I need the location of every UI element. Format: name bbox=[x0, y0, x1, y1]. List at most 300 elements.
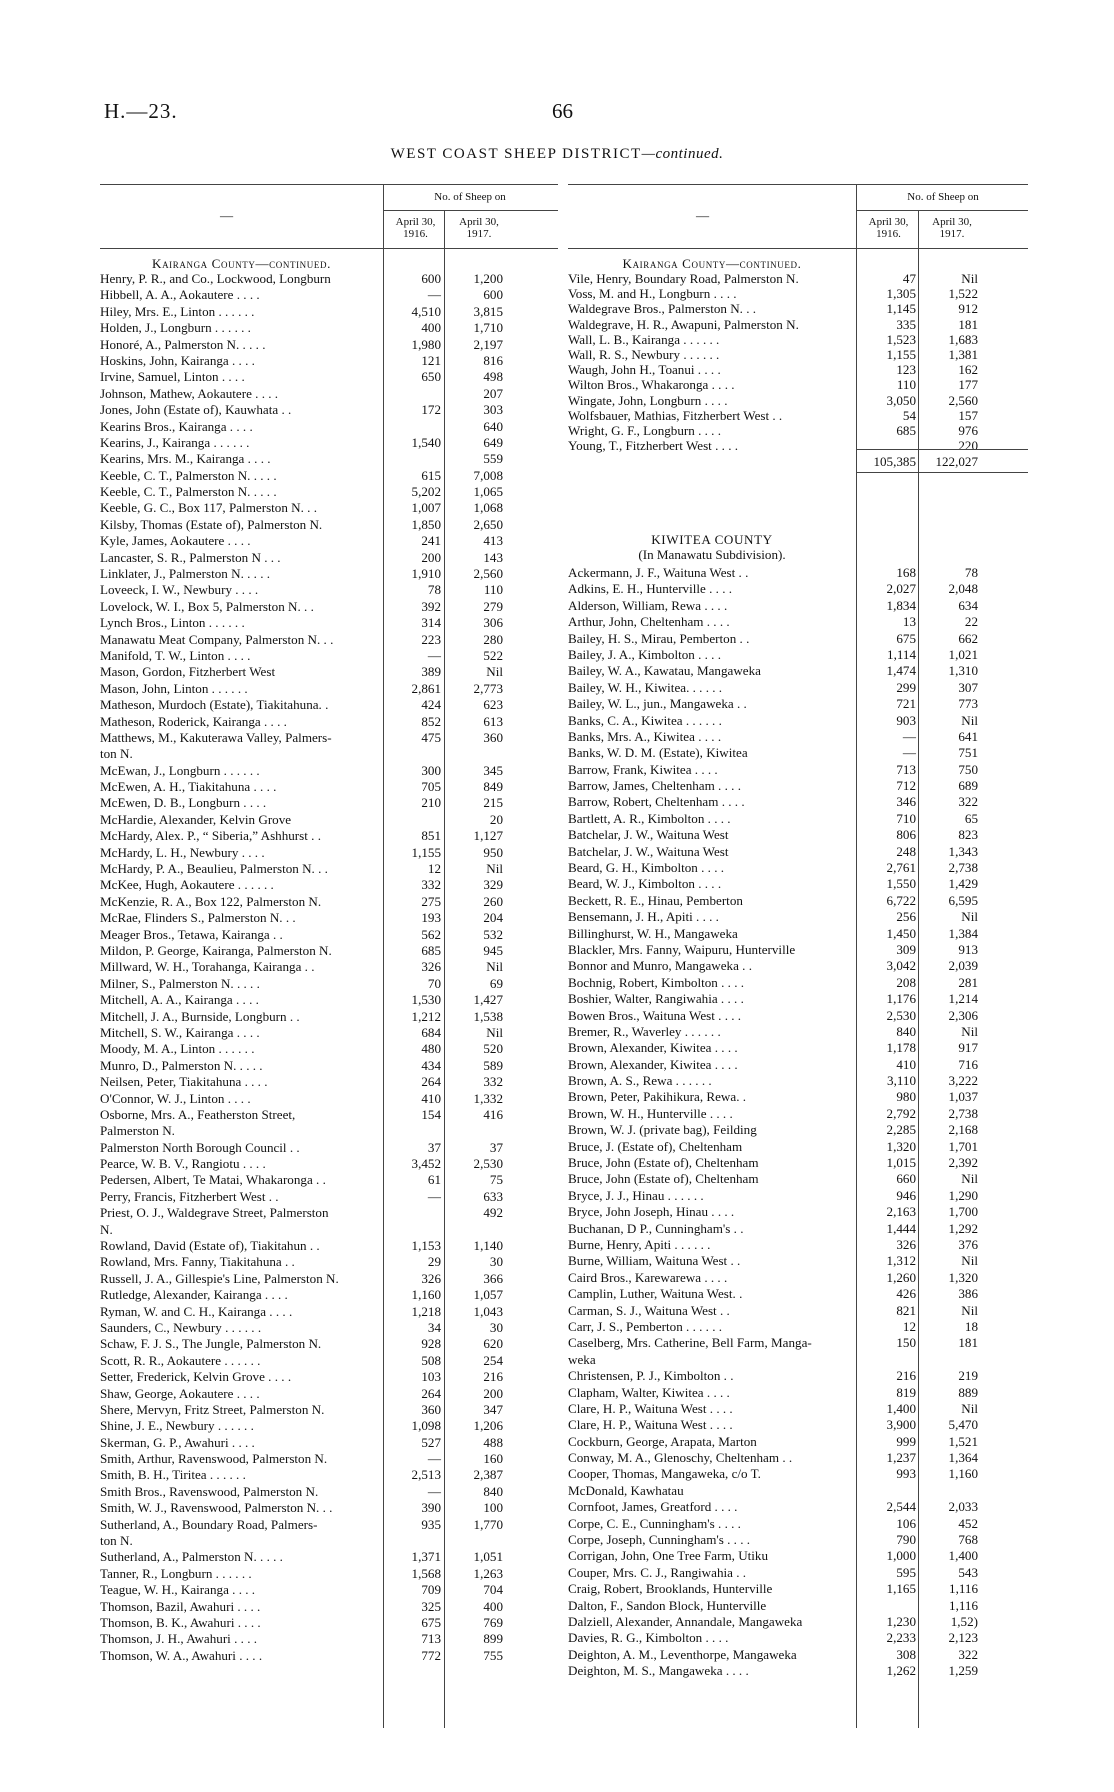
sheep-1916: 106 bbox=[896, 1515, 916, 1531]
header-rule-top bbox=[568, 184, 1028, 185]
sheep-1916: 2,544 bbox=[886, 1499, 916, 1515]
table-row bbox=[568, 271, 1028, 286]
owner-name: Matheson, Roderick, Kairanga . . . . bbox=[100, 713, 287, 729]
table-row bbox=[568, 438, 1028, 453]
sheep-1917: 2,530 bbox=[473, 1156, 503, 1172]
owner-name: Rutledge, Alexander, Kairanga . . . . bbox=[100, 1287, 288, 1303]
sheep-1916: 12 bbox=[902, 1318, 916, 1334]
table-row bbox=[100, 1484, 560, 1499]
sheep-1917: 769 bbox=[483, 1614, 503, 1630]
table-row bbox=[568, 794, 1028, 809]
table-row bbox=[100, 419, 560, 434]
sheep-1916: 390 bbox=[421, 1500, 441, 1516]
table-row bbox=[568, 1614, 1028, 1629]
sheep-1916: 821 bbox=[896, 1302, 916, 1318]
sheep-1916: 1,474 bbox=[886, 663, 916, 679]
owner-name: weka bbox=[568, 1351, 596, 1367]
owner-name: Bailey, W. A., Kawatau, Mangaweka bbox=[568, 663, 761, 679]
owner-name: Cornfoot, James, Greatford . . . . bbox=[568, 1499, 738, 1515]
owner-name: McHardy, L. H., Newbury . . . . bbox=[100, 844, 265, 860]
sheep-1916: 562 bbox=[421, 926, 441, 942]
owner-name: Skerman, G. P., Awahuri . . . . bbox=[100, 1434, 255, 1450]
owner-name: Mason, Gordon, Fitzherbert West bbox=[100, 664, 276, 680]
table-row bbox=[568, 1466, 1028, 1481]
table-row bbox=[568, 1548, 1028, 1563]
sheep-1916: 210 bbox=[421, 795, 441, 811]
sheep-1917: 640 bbox=[483, 418, 503, 434]
table-row bbox=[100, 1107, 560, 1122]
table-row bbox=[568, 1073, 1028, 1088]
sheep-1916: 1,400 bbox=[886, 1400, 916, 1416]
sheep-1917: 633 bbox=[483, 1188, 503, 1204]
sheep-1917: 1,521 bbox=[948, 1433, 978, 1449]
sheep-1916: 2,027 bbox=[886, 581, 916, 597]
sheep-1916: 600 bbox=[421, 271, 441, 286]
sheep-1916: 480 bbox=[421, 1041, 441, 1057]
sheep-1916: 326 bbox=[421, 959, 441, 975]
owner-name: Banks, C. A., Kiwitea . . . . . . bbox=[568, 712, 722, 728]
sheep-1916: 713 bbox=[896, 761, 916, 777]
table-row bbox=[568, 1630, 1028, 1645]
owner-name: Davies, R. G., Kimbolton . . . . bbox=[568, 1630, 729, 1646]
sheep-1917: 1,427 bbox=[473, 992, 503, 1008]
sheep-1917: 219 bbox=[958, 1368, 978, 1384]
table-row bbox=[568, 696, 1028, 711]
owner-name: Deighton, M. S., Mangaweka . . . . bbox=[568, 1663, 749, 1679]
sheep-1916: 903 bbox=[896, 712, 916, 728]
sheep-1916: 790 bbox=[896, 1532, 916, 1547]
sheep-1916: 4,510 bbox=[411, 303, 441, 319]
sheep-1916: 1,444 bbox=[886, 1220, 916, 1236]
table-row bbox=[568, 729, 1028, 744]
owner-name: Bowen Bros., Waituna West . . . . bbox=[568, 1007, 742, 1023]
sheep-1917: 30 bbox=[489, 1319, 503, 1335]
sheep-1917: 532 bbox=[483, 926, 503, 942]
sheep-1916: 275 bbox=[421, 893, 441, 909]
table-row bbox=[100, 1009, 560, 1024]
sheep-1917: 600 bbox=[483, 287, 503, 303]
table-row bbox=[100, 1467, 560, 1482]
sheep-1917: 303 bbox=[483, 402, 503, 418]
table-row bbox=[568, 647, 1028, 662]
table-row bbox=[100, 304, 560, 319]
sheep-1917: 840 bbox=[483, 1483, 503, 1499]
sheep-1916: 300 bbox=[421, 762, 441, 778]
owner-name: Pedersen, Albert, Te Matai, Whakaronga . . bbox=[100, 1172, 326, 1188]
table-row bbox=[100, 369, 560, 384]
table-row bbox=[100, 337, 560, 352]
table-row bbox=[568, 827, 1028, 842]
owner-name: Dalton, F., Sandon Block, Hunterville bbox=[568, 1597, 767, 1613]
owner-name: Voss, M. and H., Longburn . . . . bbox=[568, 286, 737, 302]
sheep-1917: 1,116 bbox=[949, 1581, 978, 1597]
owner-name: Saunders, C., Newbury . . . . . . bbox=[100, 1319, 262, 1335]
owner-name: Brown, Alexander, Kiwitea . . . . bbox=[568, 1040, 738, 1056]
sheep-1916: 1,312 bbox=[886, 1253, 916, 1269]
owner-name: Bailey, W. H., Kiwitea. . . . . . bbox=[568, 679, 723, 695]
table-row bbox=[568, 1335, 1028, 1350]
total-1916: 105,385 bbox=[873, 454, 916, 469]
owner-name: Vile, Henry, Boundary Road, Palmerston N. bbox=[568, 271, 799, 286]
table-row bbox=[568, 762, 1028, 777]
owner-name: Clapham, Walter, Kiwitea . . . . bbox=[568, 1384, 730, 1400]
sheep-1916: 5,202 bbox=[411, 484, 441, 500]
sheep-1917: 976 bbox=[958, 423, 978, 438]
owner-name: Setter, Frederick, Kelvin Grove . . . . bbox=[100, 1369, 292, 1385]
sheep-1916: 264 bbox=[421, 1074, 441, 1090]
sheep-1917: 366 bbox=[483, 1270, 503, 1286]
owner-name: Shine, J. E., Newbury . . . . . . bbox=[100, 1418, 254, 1434]
table-row bbox=[100, 353, 560, 368]
sheep-1916: 1,178 bbox=[886, 1040, 916, 1056]
owner-name: Billinghurst, W. H., Mangaweka bbox=[568, 925, 738, 941]
table-row bbox=[100, 697, 560, 712]
table-row bbox=[100, 1402, 560, 1417]
group-rule bbox=[383, 210, 558, 211]
sheep-1917: 492 bbox=[483, 1205, 503, 1221]
sheep-1917: 1,140 bbox=[473, 1238, 503, 1253]
sheep-1916: 34 bbox=[427, 1319, 441, 1335]
table-row bbox=[568, 1008, 1028, 1023]
sheep-1917: 912 bbox=[958, 301, 978, 317]
sheep-1916: 1,098 bbox=[411, 1418, 441, 1434]
table-row bbox=[100, 1222, 560, 1237]
table-row bbox=[568, 1040, 1028, 1055]
sheep-1916: 424 bbox=[421, 697, 441, 713]
table-row bbox=[100, 435, 560, 450]
title-continued: —continued. bbox=[641, 146, 724, 162]
table-row bbox=[568, 860, 1028, 875]
owner-name: Bochnig, Robert, Kimbolton . . . . bbox=[568, 974, 745, 990]
owner-name: Beard, G. H., Kimbolton . . . . bbox=[568, 860, 725, 876]
owner-name: Batchelar, J. W., Waituna West bbox=[568, 843, 729, 859]
sheep-1917: 2,560 bbox=[473, 566, 503, 582]
table-row bbox=[568, 975, 1028, 990]
owner-name: Burne, Henry, Apiti . . . . . . bbox=[568, 1236, 711, 1252]
sheep-1917: 1,429 bbox=[948, 876, 978, 892]
sheep-1917: Nil bbox=[961, 1171, 978, 1187]
owner-name: Milner, S., Palmerston N. . . . . bbox=[100, 975, 260, 991]
table-row bbox=[568, 1024, 1028, 1039]
table-row bbox=[100, 1304, 560, 1319]
table-row bbox=[568, 1368, 1028, 1383]
owner-name: Cockburn, George, Arapata, Marton bbox=[568, 1433, 757, 1449]
owner-name: Bensemann, J. H., Apiti . . . . bbox=[568, 909, 719, 925]
sheep-1917: 751 bbox=[958, 745, 978, 761]
sheep-1917: 899 bbox=[483, 1631, 503, 1647]
sheep-1916: — bbox=[427, 647, 441, 663]
owner-name: Christensen, P. J., Kimbolton . . bbox=[568, 1368, 734, 1384]
sheep-1917: 773 bbox=[958, 696, 978, 712]
header-rule-bottom bbox=[568, 248, 1028, 249]
table-row bbox=[568, 301, 1028, 316]
sheep-1916: 223 bbox=[421, 631, 441, 647]
table-row bbox=[100, 1074, 560, 1089]
sheep-1916: 2,761 bbox=[886, 860, 916, 876]
sheep-1917: 2,306 bbox=[948, 1007, 978, 1023]
sheep-1916: 47 bbox=[902, 271, 916, 286]
table-row bbox=[100, 1599, 560, 1614]
table-row bbox=[568, 1352, 1028, 1367]
sheep-1916: 1,212 bbox=[411, 1008, 441, 1024]
sheep-1916: 650 bbox=[421, 369, 441, 385]
sheep-1917: 849 bbox=[483, 779, 503, 795]
table-row bbox=[100, 927, 560, 942]
total-1917: 122,027 bbox=[935, 454, 978, 469]
owner-name: Osborne, Mrs. A., Featherston Street, bbox=[100, 1106, 296, 1122]
sheep-1916: — bbox=[427, 287, 441, 303]
sheep-1916: 216 bbox=[896, 1368, 916, 1384]
table-row bbox=[100, 1336, 560, 1351]
sheep-1917: Nil bbox=[961, 1400, 978, 1416]
owner-name: Rowland, Mrs. Fanny, Tiakitahuna . . bbox=[100, 1254, 295, 1270]
sheep-1917: 78 bbox=[964, 565, 978, 580]
table-row bbox=[100, 287, 560, 302]
table-row bbox=[100, 1189, 560, 1204]
owner-name: Bruce, J. (Estate of), Cheltenham bbox=[568, 1138, 743, 1154]
table-row bbox=[568, 1499, 1028, 1514]
table-row bbox=[568, 581, 1028, 596]
sheep-1917: Nil bbox=[961, 1302, 978, 1318]
owner-name: Banks, Mrs. A., Kiwitea . . . . bbox=[568, 728, 722, 744]
table-row bbox=[100, 1238, 560, 1253]
table-row bbox=[100, 763, 560, 778]
owner-name: Mitchell, S. W., Kairanga . . . . bbox=[100, 1024, 260, 1040]
owner-name: Beard, W. J., Kimbolton . . . . bbox=[568, 876, 722, 892]
owner-name: Palmerston North Borough Council . . bbox=[100, 1139, 300, 1155]
sheep-1916: 193 bbox=[421, 910, 441, 926]
sheep-1917: 2,738 bbox=[948, 1105, 978, 1121]
sheep-1916: 1,523 bbox=[886, 331, 916, 347]
sheep-1917: 345 bbox=[483, 762, 503, 778]
sheep-1916: 935 bbox=[421, 1516, 441, 1532]
sheep-1916: 3,900 bbox=[886, 1417, 916, 1433]
table-row bbox=[100, 582, 560, 597]
owner-name: Teague, W. H., Kairanga . . . . bbox=[100, 1582, 256, 1598]
sheep-1916: 61 bbox=[427, 1172, 441, 1188]
table-row bbox=[100, 1582, 560, 1597]
owner-name: Arthur, John, Cheltenham . . . . bbox=[568, 614, 730, 630]
column-group-label: No. of Sheep on bbox=[907, 191, 979, 203]
owner-name: Matheson, Murdoch (Estate), Tiakitahuna. . bbox=[100, 697, 329, 713]
sheep-1916: 434 bbox=[421, 1057, 441, 1073]
table-row bbox=[568, 991, 1028, 1006]
sheep-1916: 1,568 bbox=[411, 1565, 441, 1581]
table-row bbox=[100, 845, 560, 860]
sheep-1917: 1,700 bbox=[948, 1204, 978, 1220]
sheep-1917: 1,206 bbox=[473, 1418, 503, 1434]
sheep-1917: 6,595 bbox=[948, 892, 978, 908]
owner-name: Meager Bros., Tetawa, Kairanga . . bbox=[100, 926, 283, 942]
table-row bbox=[100, 484, 560, 499]
owner-name: Mitchell, A. A., Kairanga . . . . bbox=[100, 992, 259, 1008]
sheep-1916: 264 bbox=[421, 1385, 441, 1401]
table-row bbox=[100, 402, 560, 417]
sheep-1917: 1,364 bbox=[948, 1450, 978, 1466]
sheep-1917: 386 bbox=[958, 1286, 978, 1302]
sheep-1917: 69 bbox=[489, 975, 503, 991]
owner-name: Wingate, John, Longburn . . . . bbox=[568, 392, 728, 408]
sheep-1916: 527 bbox=[421, 1434, 441, 1450]
sheep-1917: 1,037 bbox=[948, 1089, 978, 1105]
section-subheading-kiwitea: (In Manawatu Subdivision). bbox=[638, 547, 786, 562]
sheep-1917: 1,522 bbox=[948, 286, 978, 302]
sheep-1917: 416 bbox=[483, 1106, 503, 1122]
sheep-1916: — bbox=[902, 728, 916, 744]
owner-name: McRae, Flinders S., Palmerston N. . . bbox=[100, 910, 296, 926]
owner-name: McDonald, Kawhatau bbox=[568, 1482, 684, 1498]
owner-name: Bryce, John Joseph, Hinau . . . . bbox=[568, 1204, 735, 1220]
table-row bbox=[100, 1631, 560, 1646]
owner-name: Loveeck, I. W., Newbury . . . . bbox=[100, 582, 259, 598]
sheep-1917: 2,168 bbox=[948, 1122, 978, 1138]
sheep-1916: 6,722 bbox=[886, 892, 916, 908]
sheep-1917: Nil bbox=[486, 861, 503, 877]
owner-name: Bailey, W. L., jun., Mangaweka . . bbox=[568, 696, 747, 712]
owner-name: Sutherland, A., Boundary Road, Palmers- bbox=[100, 1516, 318, 1532]
sheep-1917: 520 bbox=[483, 1041, 503, 1057]
owner-name: Manawatu Meat Company, Palmerston N. . . bbox=[100, 631, 334, 647]
sheep-1916: 426 bbox=[896, 1286, 916, 1302]
sheep-1917: 2,650 bbox=[473, 516, 503, 532]
sheep-1916: 70 bbox=[427, 975, 441, 991]
table-row bbox=[100, 566, 560, 581]
sheep-1917: 2,560 bbox=[948, 392, 978, 408]
sheep-1917: 347 bbox=[483, 1401, 503, 1417]
table-row bbox=[568, 958, 1028, 973]
sheep-1917: 589 bbox=[483, 1057, 503, 1073]
sheep-1916: 1,237 bbox=[886, 1450, 916, 1466]
sheep-1916: 248 bbox=[896, 843, 916, 859]
table-row bbox=[568, 317, 1028, 332]
sheep-1917: 823 bbox=[958, 827, 978, 843]
sheep-1916: 360 bbox=[421, 1401, 441, 1417]
sheep-1917: Nil bbox=[486, 1024, 503, 1040]
sheep-1917: 1,057 bbox=[473, 1287, 503, 1303]
owner-name: Keeble, G. C., Box 117, Palmerston N. . . bbox=[100, 500, 317, 516]
table-row bbox=[100, 1041, 560, 1056]
sheep-1917: 1,52) bbox=[950, 1613, 978, 1629]
owner-name: Dalziell, Alexander, Annandale, Mangaweka bbox=[568, 1613, 803, 1629]
owner-name: Buchanan, D P., Cunningham's . . bbox=[568, 1220, 744, 1236]
table-row bbox=[100, 1566, 560, 1581]
sheep-1917: 22 bbox=[964, 614, 978, 630]
sheep-1917: 623 bbox=[483, 697, 503, 713]
owner-name: Millward, W. H., Torahanga, Kairanga . . bbox=[100, 959, 315, 975]
right-table bbox=[568, 184, 1028, 1744]
sheep-1916: 475 bbox=[421, 729, 441, 745]
table-row bbox=[568, 1139, 1028, 1154]
owner-name: Shaw, George, Aokautere . . . . bbox=[100, 1385, 260, 1401]
owner-name: Matthews, M., Kakuterawa Valley, Palmers- bbox=[100, 729, 332, 745]
sheep-1917: 1,384 bbox=[948, 925, 978, 941]
sheep-1917: 220 bbox=[958, 438, 978, 454]
table-row bbox=[568, 1253, 1028, 1268]
sheep-1917: 307 bbox=[958, 679, 978, 695]
table-row bbox=[100, 1172, 560, 1187]
sheep-1916: 1,540 bbox=[411, 434, 441, 450]
owner-name: Sutherland, A., Palmerston N. . . . . bbox=[100, 1549, 283, 1565]
sheep-1917: 755 bbox=[483, 1647, 503, 1663]
table-row bbox=[100, 1091, 560, 1106]
sheep-1917: Nil bbox=[486, 959, 503, 975]
sheep-1916: 29 bbox=[427, 1254, 441, 1270]
sheep-1916: 1,980 bbox=[411, 336, 441, 352]
sheep-1916: 346 bbox=[896, 794, 916, 810]
sheep-1916: 110 bbox=[896, 377, 916, 393]
sheep-1917: 162 bbox=[958, 362, 978, 378]
sheep-1916: 121 bbox=[421, 352, 441, 368]
table-row bbox=[100, 795, 560, 810]
sheep-1917: 110 bbox=[483, 582, 503, 598]
owner-name: Kilsby, Thomas (Estate of), Palmerston N. bbox=[100, 516, 323, 532]
table-row bbox=[100, 1058, 560, 1073]
sheep-1917: 945 bbox=[483, 942, 503, 958]
table-row bbox=[100, 1533, 560, 1548]
owner-name: Cooper, Thomas, Mangaweka, c/o T. bbox=[568, 1466, 761, 1482]
owner-name: Barrow, Frank, Kiwitea . . . . bbox=[568, 761, 718, 777]
table-row bbox=[568, 1663, 1028, 1678]
sheep-1917: 950 bbox=[483, 844, 503, 860]
table-row bbox=[100, 1353, 560, 1368]
owner-name: Honoré, A., Palmerston N. . . . . bbox=[100, 336, 266, 352]
sheep-1917: 5,470 bbox=[948, 1417, 978, 1433]
left-table bbox=[100, 184, 562, 1744]
sheep-1916: 3,042 bbox=[886, 958, 916, 974]
owner-name: Thomson, W. A., Awahuri . . . . bbox=[100, 1647, 263, 1663]
owner-name: Brown, A. S., Rewa . . . . . . bbox=[568, 1073, 712, 1089]
sheep-1917: Nil bbox=[961, 271, 978, 286]
sheep-1917: 3,222 bbox=[948, 1073, 978, 1089]
sheep-1917: 332 bbox=[483, 1074, 503, 1090]
owner-name: Bartlett, A. R., Kimbolton . . . . bbox=[568, 810, 731, 826]
owner-name: Scott, R. R., Aokautere . . . . . . bbox=[100, 1352, 261, 1368]
table-row bbox=[568, 876, 1028, 891]
sheep-1916: 400 bbox=[421, 320, 441, 336]
table-row bbox=[100, 1271, 560, 1286]
table-row bbox=[100, 615, 560, 630]
sheep-1917: 75 bbox=[489, 1172, 503, 1188]
sheep-1917: Nil bbox=[961, 712, 978, 728]
sheep-1917: 522 bbox=[483, 647, 503, 663]
owner-name: Boshier, Walter, Rangiwahia . . . . bbox=[568, 991, 744, 1007]
table-row bbox=[568, 926, 1028, 941]
sheep-1917: 1,214 bbox=[948, 991, 978, 1007]
table-row bbox=[568, 1204, 1028, 1219]
table-row bbox=[100, 779, 560, 794]
sheep-1916: 1,007 bbox=[411, 500, 441, 516]
page-number: 66 bbox=[552, 99, 573, 123]
table-row bbox=[568, 1483, 1028, 1498]
table-row bbox=[568, 1516, 1028, 1531]
owner-name: Bremer, R., Waverley . . . . . . bbox=[568, 1023, 721, 1039]
sheep-1916: 508 bbox=[421, 1352, 441, 1368]
sheep-1917: 498 bbox=[483, 369, 503, 385]
sheep-1916: 1,850 bbox=[411, 516, 441, 532]
sheep-1916: 675 bbox=[421, 1614, 441, 1630]
owner-name: Pearce, W. B. V., Rangiotu . . . . bbox=[100, 1156, 266, 1172]
table-row bbox=[100, 1386, 560, 1401]
page-title bbox=[0, 146, 1114, 163]
sheep-1916: 3,050 bbox=[886, 392, 916, 408]
table-row bbox=[100, 664, 560, 679]
table-row bbox=[100, 517, 560, 532]
column-1916-label: April 30, 1916. bbox=[395, 216, 436, 240]
table-row bbox=[100, 1435, 560, 1450]
owner-name: Irvine, Samuel, Linton . . . . bbox=[100, 369, 245, 385]
sheep-1916: 150 bbox=[896, 1335, 916, 1351]
sheep-1917: 181 bbox=[958, 1335, 978, 1351]
